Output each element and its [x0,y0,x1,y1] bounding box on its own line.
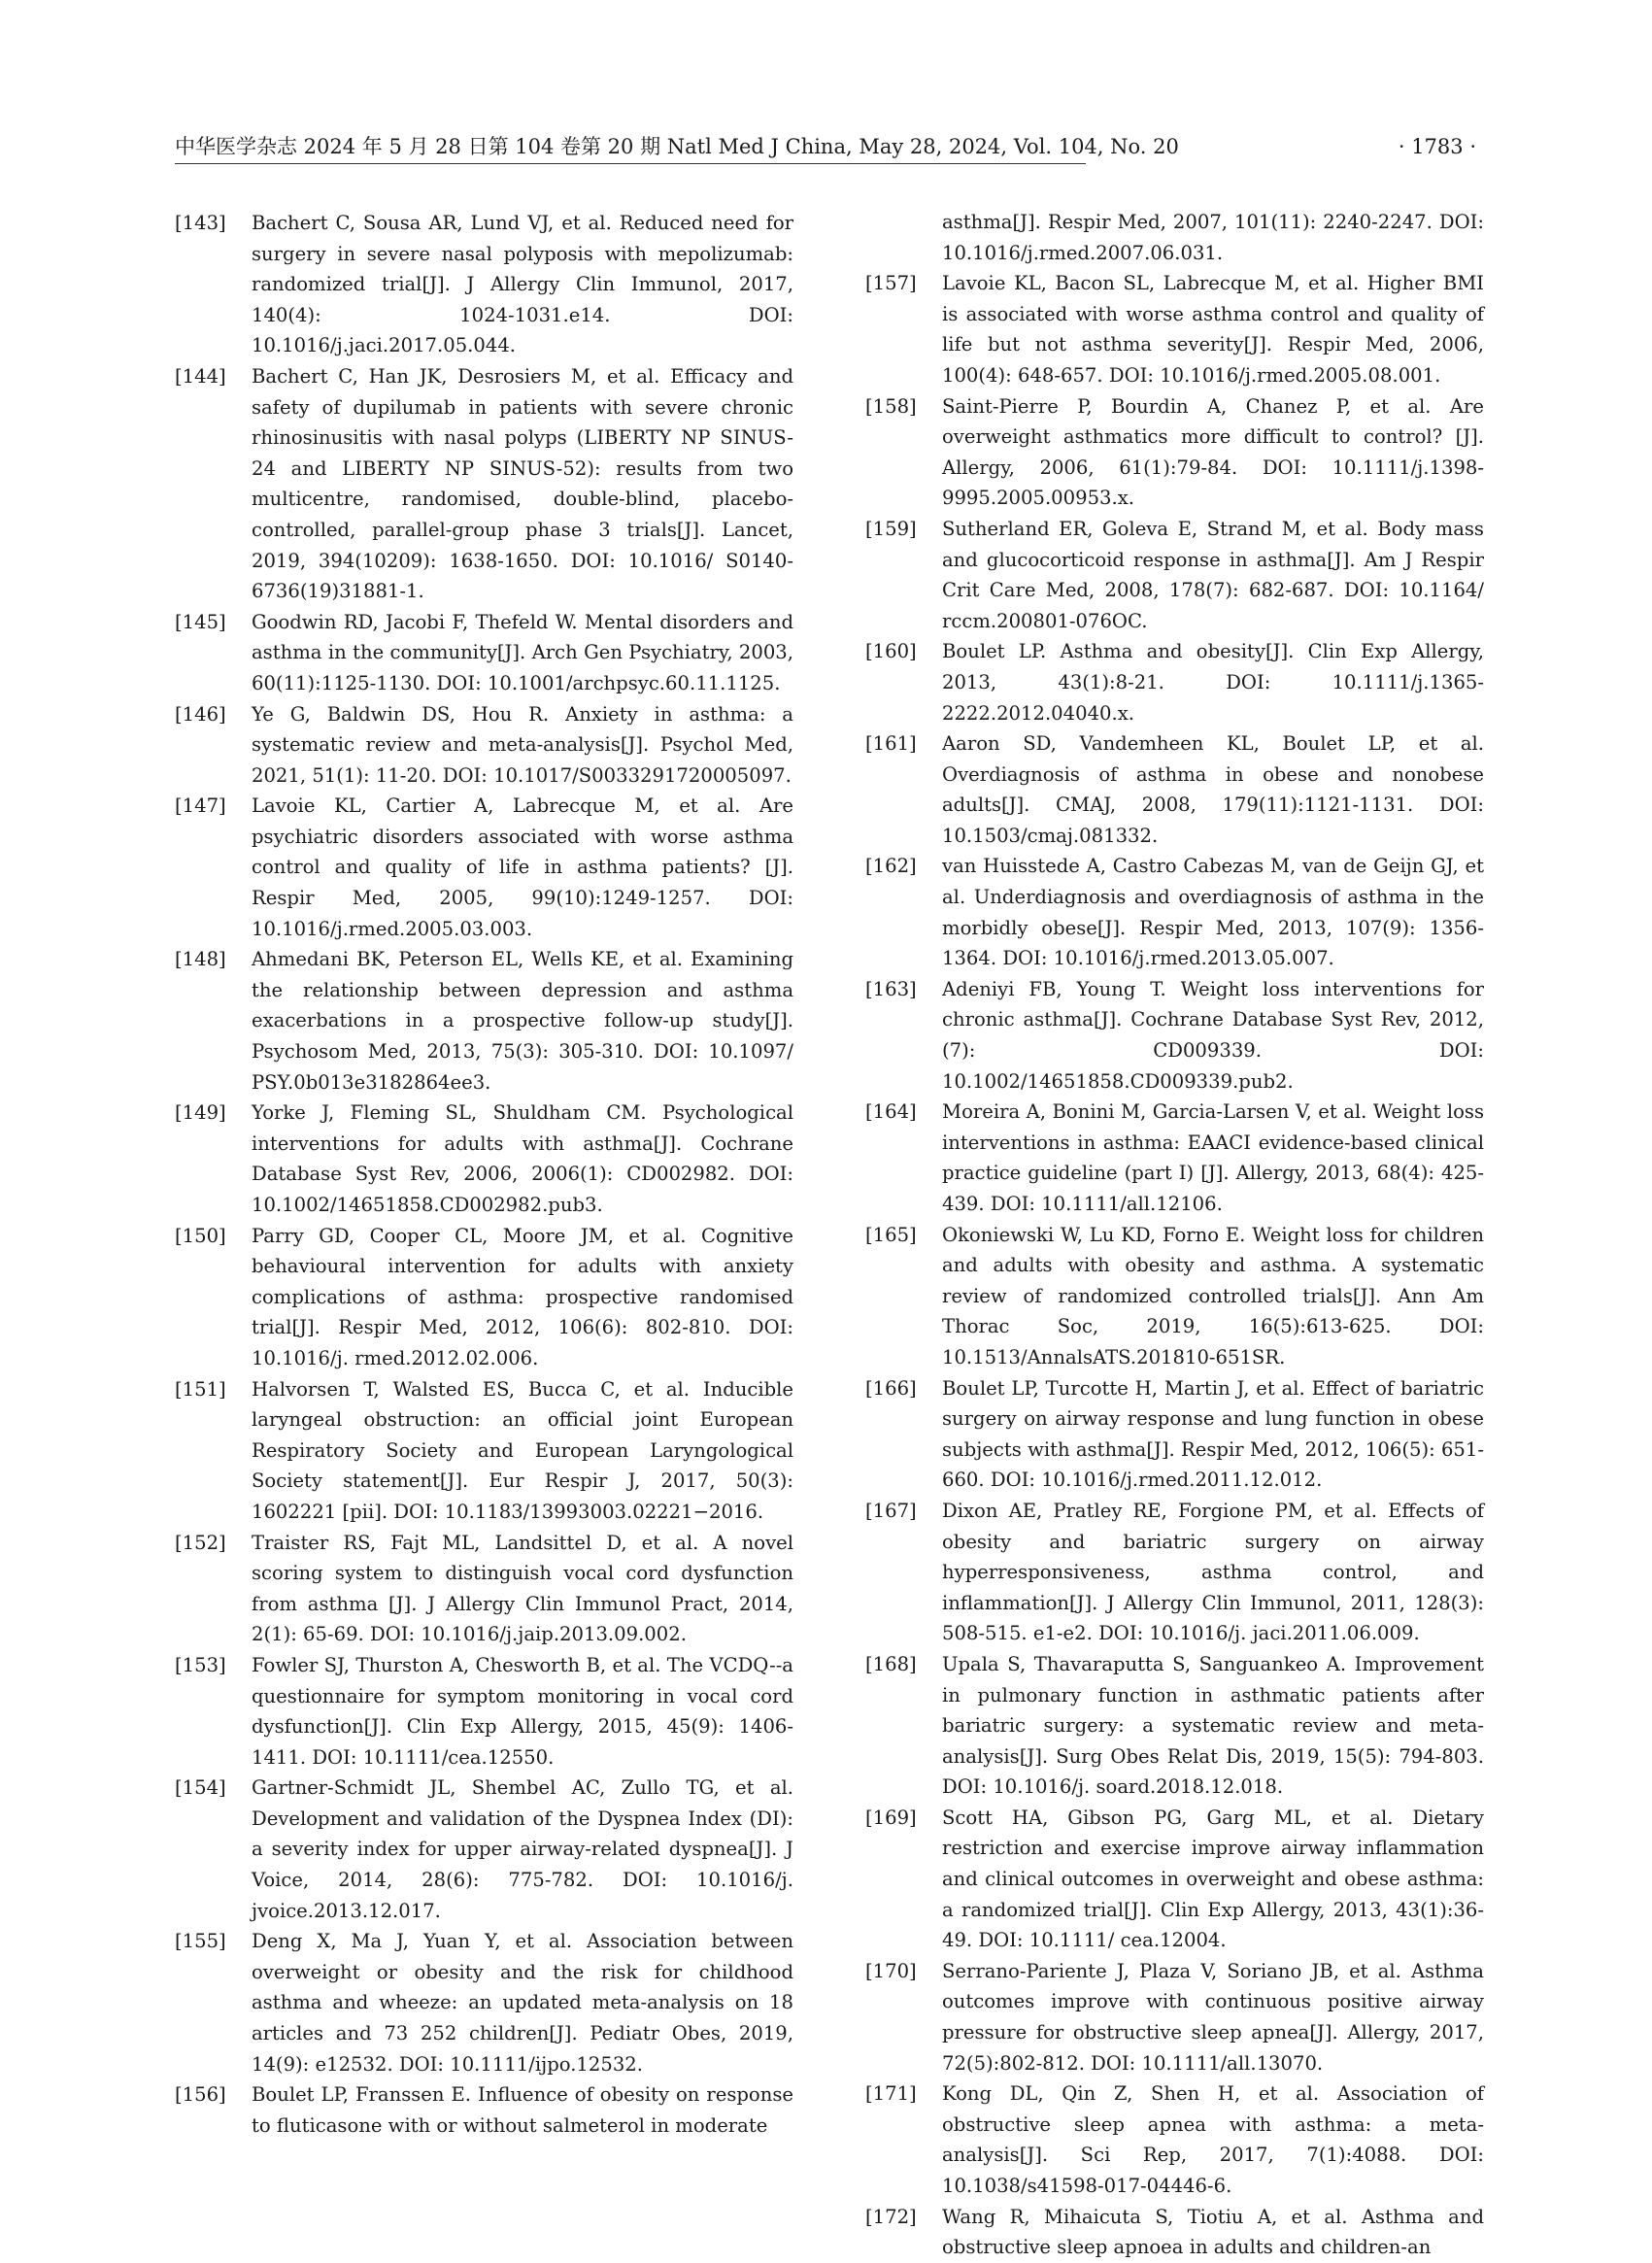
reference-item [865,2202,1484,2263]
reference-column-right [865,207,1484,2263]
reference-item [175,791,793,944]
reference-text: Lavoie KL, Cartier A, Labrecque M, et al. Are psychiatric disorders associated with worse asthma control and quality of life in asthma patients? [J]. Respir Med, 2005, 99(10):1249-1257. DOI: 10.1016/j.rmed.2005.03.003. [252,794,793,940]
reference-item [175,1650,793,1773]
reference-item [865,1649,1484,1803]
reference-number: [149] [175,1101,226,1125]
reference-item [865,1496,1484,1649]
reference-number: [144] [175,364,226,388]
reference-item [175,1926,793,2079]
reference-item [175,1528,793,1650]
reference-item [175,1773,793,1926]
reference-text: Goodwin RD, Jacobi F, Thefeld W. Mental disorders and asthma in the community[J]. Arch Gen Psychiatry, 2003, 60(11):1125-1130. DOI: 10.1001/archpsyc.60.11.1125. [252,610,793,694]
reference-number: [172] [865,2205,917,2228]
reference-number: [159] [865,517,917,540]
reference-number: [148] [175,948,226,971]
reference-text: Gartner-Schmidt JL, Shembel AC, Zullo TG, et al. Development and validation of the Dyspnea Index (DI): a severity index for upper airway-related dyspnea[J]. J Voice, 2014, 28(6): 775-782. DOI: 10.1016/j. jvoice.2013.12.017. [252,1776,793,1922]
reference-item [865,728,1484,851]
reference-number: [166] [865,1376,917,1400]
reference-item [175,361,793,607]
reference-number: [160] [865,640,917,663]
reference-text: Bachert C, Han JK, Desrosiers M, et al. Efficacy and safety of dupilumab in patients with severe chronic rhinosinusitis with nasal polyps (LIBERTY NP SINUS-24 and LIBERTY NP SINUS-52): results from two multicentre, randomised, double-blind, placebo-controlled, parallel-group phase 3 trials[J]. Lancet, 2019, 394(10209): 1638-1650. DOI: 10.1016/ S0140-6736(19)31881-1. [252,364,793,603]
reference-item [865,2078,1484,2201]
reference-text: Sutherland ER, Goleva E, Strand M, et al. Body mass and glucocorticoid response in asthma[J]. Am J Respir Crit Care Med, 2008, 178(7): 682-687. DOI: 10.1164/ rccm.200801-076OC. [942,517,1484,632]
reference-text: Wang R, Mihaicuta S, Tiotiu A, et al. Asthma and obstructive sleep apnoea in adults and children-an [942,2205,1484,2259]
reference-text: Aaron SD, Vandemheen KL, Boulet LP, et al. Overdiagnosis of asthma in obese and nonobese adults[J]. CMAJ, 2008, 179(11):1121-1131. DOI: 10.1503/cmaj.081332. [942,732,1484,847]
reference-text: Traister RS, Fajt ML, Landsittel D, et al. A novel scoring system to distinguish vocal cord dysfunction from asthma [J]. J Allergy Clin Immunol Pract, 2014, 2(1): 65-69. DOI: 10.1016/j.jaip.2013.09.002. [252,1531,793,1646]
page-number: · 1783 · [1398,135,1476,158]
reference-column-left [175,208,793,2141]
reference-item [865,1956,1484,2078]
journal-header-title: 中华医学杂志 2024 年 5 月 28 日第 104 卷第 20 期 Natl Med J China, May 28, 2024, Vol. 104, No. 20 [175,135,1179,158]
reference-item [175,1221,793,1374]
reference-number: [165] [865,1223,917,1246]
reference-text: Boulet LP. Asthma and obesity[J]. Clin Exp Allergy, 2013, 43(1):8-21. DOI: 10.1111/j.1365-2222.2012.04040.x. [942,640,1484,725]
running-header [175,132,1476,165]
reference-item [175,208,793,361]
reference-text: Deng X, Ma J, Yuan Y, et al. Association between overweight or obesity and the risk for childhood asthma and wheeze: an updated meta-analysis on 18 articles and 73 252 children[J]. Pediatr Obes, 2019, 14(9): e12532. DOI: 10.1111/ijpo.12532. [252,1930,793,2076]
reference-item [865,1097,1484,1219]
reference-item [175,944,793,1098]
reference-text: Bachert C, Sousa AR, Lund VJ, et al. Reduced need for surgery in severe nasal polyposis with mepolizumab: randomized trial[J]. J Allergy Clin Immunol, 2017, 140(4): 1024-1031.e14. DOI: 10.1016/j.jaci.2017.05.044. [252,212,793,357]
reference-number: [163] [865,977,917,1000]
reference-number: [152] [175,1531,226,1554]
reference-item [865,391,1484,514]
reference-number: [171] [865,2082,917,2106]
reference-number: [158] [865,394,917,418]
reference-text: Moreira A, Bonini M, Garcia-Larsen V, et al. Weight loss interventions in asthma: EAACI evidence-based clinical practice guideline (part I) [J]. Allergy, 2013, 68(4): 425-439. DOI: 10.1111/all.12106. [942,1100,1484,1215]
reference-item [175,1374,793,1528]
reference-number: [145] [175,610,226,633]
reference-text: Yorke J, Fleming SL, Shuldham CM. Psychological interventions for adults with asthma[J]. Cochrane Database Syst Rev, 2006, 2006(1): CD002982. DOI: 10.1002/14651858.CD002982.pub3. [252,1101,793,1216]
reference-text: van Huisstede A, Castro Cabezas M, van de Geijn GJ, et al. Underdiagnosis and overdiagnosis of asthma in the morbidly obese[J]. Respir Med, 2013, 107(9): 1356-1364. DOI: 10.1016/j.rmed.2013.05.007. [942,855,1484,970]
reference-item [175,2079,793,2141]
reference-text: Okoniewski W, Lu KD, Forno E. Weight loss for children and adults with obesity and asthma. A systematic review of randomized controlled trials[J]. Ann Am Thorac Soc, 2019, 16(5):613-625. DOI: 10.1513/AnnalsATS.201810-651SR. [942,1223,1484,1368]
reference-number: [164] [865,1100,917,1124]
reference-number: [146] [175,702,226,726]
reference-item [865,974,1484,1097]
reference-text: Upala S, Thavaraputta S, Sanguankeo A. Improvement in pulmonary function in asthmatic patients after bariatric surgery: a systematic review and meta-analysis[J]. Surg Obes Relat Dis, 2019, 15(5): 794-803. DOI: 10.1016/j. soard.2018.12.018. [942,1652,1484,1799]
reference-number: [150] [175,1224,226,1247]
reference-text: Scott HA, Gibson PG, Garg ML, et al. Dietary restriction and exercise improve airway inflammation and clinical outcomes in overweight and obese asthma: a randomized trial[J]. Clin Exp Allergy, 2013, 43(1):36-49. DOI: 10.1111/ cea.12004. [942,1806,1484,1952]
reference-item [865,1803,1484,1956]
reference-text: Adeniyi FB, Young T. Weight loss interventions for chronic asthma[J]. Cochrane Database Syst Rev, 2012, (7): CD009339. DOI: 10.1002/14651858.CD009339.pub2. [942,977,1484,1093]
reference-number: [169] [865,1806,917,1829]
reference-text: Fowler SJ, Thurston A, Chesworth B, et al. The VCDQ--a questionnaire for symptom monitoring in vocal cord dysfunction[J]. Clin Exp Allergy, 2015, 45(9): 1406-1411. DOI: 10.1111/cea.12550. [252,1653,793,1769]
reference-item [175,607,793,699]
reference-item [865,1220,1484,1373]
reference-text: Dixon AE, Pratley RE, Forgione PM, et al. Effects of obesity and bariatric surgery on airway hyperresponsiveness, asthma control, and inflammation[J]. J Allergy Clin Immunol, 2011, 128(3): 508-515. e1-e2. DOI: 10.1016/j. jaci.2011.06.009. [942,1499,1484,1645]
header-underline [175,163,1086,164]
reference-item [865,268,1484,390]
reference-number: [156] [175,2083,226,2107]
reference-number: [168] [865,1652,917,1675]
reference-text: Boulet LP, Turcotte H, Martin J, et al. Effect of bariatric surgery on airway response and lung function in obese subjects with asthma[J]. Respir Med, 2012, 106(5): 651-660. DOI: 10.1016/j.rmed.2011.12.012. [942,1376,1484,1492]
reference-item [865,636,1484,728]
reference-number: [151] [175,1377,226,1401]
reference-text: Parry GD, Cooper CL, Moore JM, et al. Cognitive behavioural intervention for adults with anxiety complications of asthma: prospective randomised trial[J]. Respir Med, 2012, 106(6): 802-810. DOI: 10.1016/j. rmed.2012.02.006. [252,1224,793,1369]
reference-text: Halvorsen T, Walsted ES, Bucca C, et al. Inducible laryngeal obstruction: an official joint European Respiratory Society and European Laryngological Society statement[J]. Eur Respir J, 2017, 50(3): 1602221 [pii]. DOI: 10.1183/13993003.02221−2016. [252,1377,793,1523]
reference-text: Ye G, Baldwin DS, Hou R. Anxiety in asthma: a systematic review and meta-analysis[J]. Psychol Med, 2021, 51(1): 11-20. DOI: 10.1017/S0033291720005097. [252,702,793,787]
reference-number: [154] [175,1776,226,1800]
reference-text: Serrano-Pariente J, Plaza V, Soriano JB, et al. Asthma outcomes improve with continuous positive airway pressure for obstructive sleep apnea[J]. Allergy, 2017, 72(5):802-812. DOI: 10.1111/all.13070. [942,1959,1484,2075]
reference-number: [147] [175,794,226,818]
reference-text: Lavoie KL, Bacon SL, Labrecque M, et al. Higher BMI is associated with worse asthma control and quality of life but not asthma severity[J]. Respir Med, 2006, 100(4): 648-657. DOI: 10.1016/j.rmed.2005.08.001. [942,272,1484,387]
reference-number: [161] [865,732,917,756]
reference-number: [153] [175,1653,226,1676]
reference-number: [167] [865,1499,917,1522]
reference-text: Ahmedani BK, Peterson EL, Wells KE, et al. Examining the relationship between depression and asthma exacerbations in a prospective follow-up study[J]. Psychosom Med, 2013, 75(3): 305-310. DOI: 10.1097/ PSY.0b013e3182864ee3. [252,948,793,1094]
reference-number: [155] [175,1930,226,1953]
reference-item [865,1373,1484,1496]
reference-number: [162] [865,855,917,878]
reference-continuation: asthma[J]. Respir Med, 2007, 101(11): 2240-2247. DOI: 10.1016/j.rmed.2007.06.031. [942,211,1484,264]
reference-text: Boulet LP, Franssen E. Influence of obesity on response to fluticasone with or without salmeterol in moderate [252,2083,793,2137]
reference-number: [157] [865,272,917,295]
reference-item [865,851,1484,973]
reference-number: [170] [865,1959,917,1982]
reference-item [175,1098,793,1220]
reference-text: Kong DL, Qin Z, Shen H, et al. Association of obstructive sleep apnea with asthma: a meta-analysis[J]. Sci Rep, 2017, 7(1):4088. DOI: 10.1038/s41598-017-04446-6. [942,2082,1484,2197]
reference-item [175,699,793,792]
reference-item [865,514,1484,636]
reference-text: Saint-Pierre P, Bourdin A, Chanez P, et al. Are overweight asthmatics more difficult to control? [J]. Allergy, 2006, 61(1):79-84. DOI: 10.1111/j.1398-9995.2005.00953.x. [942,394,1484,510]
reference-number: [143] [175,212,226,234]
